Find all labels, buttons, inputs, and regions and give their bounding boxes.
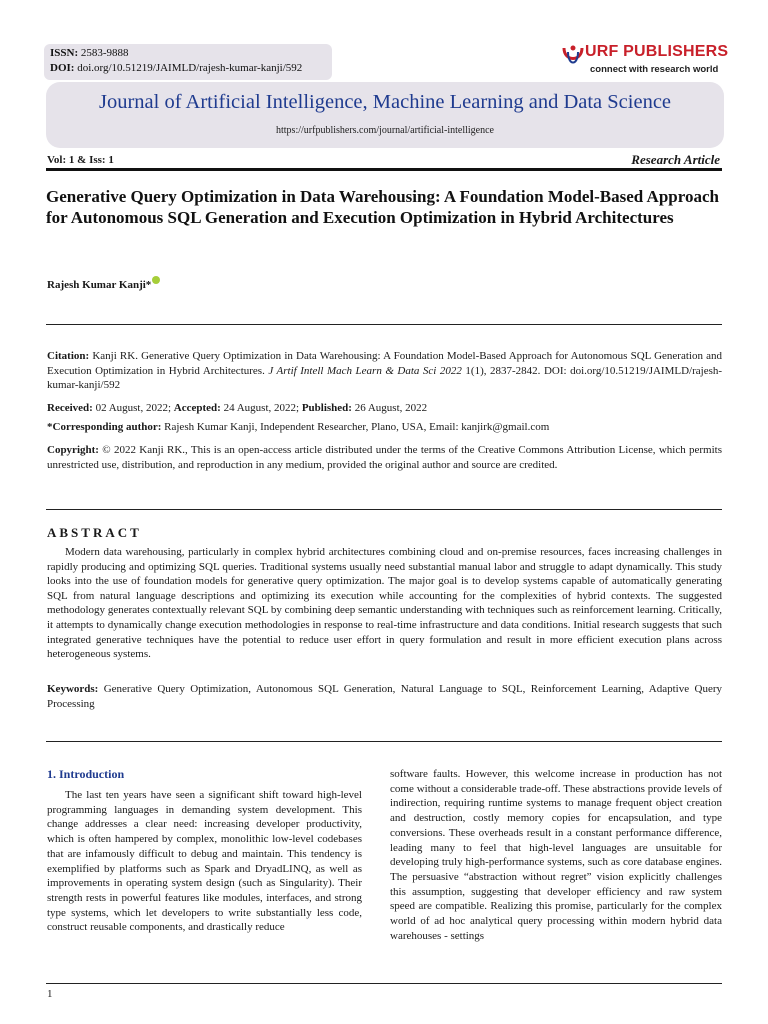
received-label: Received: [47, 402, 93, 414]
copyright-label: Copyright: [47, 444, 99, 456]
volume-issue: Vol: 1 & Iss: 1 [47, 154, 114, 166]
footer-rule [46, 983, 722, 984]
copyright [47, 443, 722, 472]
citation [47, 349, 722, 393]
published-label: Published: [301, 402, 352, 414]
accepted-label: Accepted: [173, 402, 221, 414]
corresponding-value: Rajesh Kumar Kanji, Independent Researcher, Plano, USA, Email: kanjirk@gmail.com [164, 421, 550, 433]
received-value: 02 August, 2022; [95, 402, 172, 414]
published-value: 26 August, 2022 [354, 402, 428, 414]
citation-text: Kanji RK. Generative Query Optimization in Data Warehousing: A Foundation Model-Based Approach for Autonomous SQL Generation and Execution Optimization in Hybrid Architectures. [47, 350, 723, 377]
journal-url[interactable]: https://urfpublishers.com/journal/artificial-intelligence [276, 125, 494, 136]
page-number: 1 [47, 988, 53, 1000]
issn-label: ISSN: [50, 47, 79, 59]
keywords-label: Keywords: [47, 683, 99, 695]
doi-line [50, 62, 302, 74]
divider [46, 509, 722, 510]
body-left-column: The last ten years have seen a significant shift toward high-level programming languages in demanding system development. This change addresses a clear need: increasing developer productivity, which is often hampered by complex, monolithic low-level codebases that are infamously difficult to debug and maintain. This tendency is exemplified by platforms such as Spark and DryadLINQ, as well as improvements in operating system design (such as Singularity). Their strength rests in powerful features like modules, interfaces, and strong type systems, which let developers to write substantially less code, construct reusable components, and drastically reduce [47, 789, 362, 934]
corresponding-author [47, 420, 722, 435]
urf-publishers-logo-icon [560, 42, 586, 76]
issn-line [50, 47, 129, 59]
dates [47, 401, 722, 416]
doi-value[interactable]: doi.org/10.51219/JAIMLD/rajesh-kumar-kanji/592 [77, 62, 303, 74]
corresponding-label: *Corresponding author: [47, 421, 162, 433]
accepted-value: 24 August, 2022; [223, 402, 300, 414]
author-name: Rajesh Kumar Kanji* [47, 279, 152, 291]
orcid-icon[interactable] [152, 276, 160, 284]
article-title: Generative Query Optimization in Data Warehousing: A Foundation Model-Based Approach for Autonomous SQL Generation and Execution Optimization in Hybrid Architectures [46, 187, 719, 227]
article-type: Research Article [631, 152, 720, 167]
doi-label: DOI: [50, 62, 75, 74]
divider [46, 741, 722, 742]
journal-title: Journal of Artificial Intelligence, Machine Learning and Data Science [98, 91, 672, 113]
author-line [47, 276, 160, 291]
keywords [47, 682, 722, 711]
issn-value: 2583-9888 [80, 47, 129, 59]
header-rule [46, 168, 722, 171]
section-heading: 1. Introduction [47, 767, 125, 781]
publisher-tagline: connect with research world [590, 64, 719, 75]
citation-tail: 1(1), 2837-2842. DOI: doi.org/10.51219/JAIMLD/rajesh-kumar-kanji/592 [47, 364, 723, 392]
abstract-text: Modern data warehousing, particularly in complex hybrid architectures combining cloud and on-premise resources, faces increasing challenges in rapidly producing and optimizing SQL queries. Traditional systems usually need substantial manual labor and struggle to adapt dynamically. This study looks into the use of foundation models for generative query optimization. The major goal is to develop systems capable of automatically generating SQL from natural language descriptions and optimizing its execution while accounting for the complexities of hybrid contexts. The suggested methodology generates contextually relevant SQL by combining deep semantic understanding with techniques such as reinforcement learning. Critically, it attempts to dynamically change execution methodologies in response to real-time infrastructure and data conditions. Initial research suggests that such integrated generative techniques have the potential to reduce user effort in query formulation and result in more efficient execution plans across heterogeneous systems. [47, 546, 722, 661]
citation-journal: J Artif Intell Mach Learn & Data Sci 2022 [268, 364, 462, 377]
publisher-name: URF PUBLISHERS [585, 43, 729, 60]
citation-label: Citation: [47, 350, 90, 362]
copyright-value: © 2022 Kanji RK., This is an open-access article distributed under the terms of the Creative Commons Attribution License, which permits unrestricted use, distribution, and reproduction in any medium, provided the original author and source are credited. [47, 444, 723, 471]
abstract-heading: ABSTRACT [47, 525, 142, 540]
body-right-column: software faults. However, this welcome increase in production has not come without a considerable trade-off. These abstractions provide levels of indirection, requiring runtime systems to manage frequent object creation and destruction, costly memory copies for encapsulation, and type conversions. These overheads result in a constant performance difference, leading many to feel that high-level languages are unsuitable for developing truly high-performance systems, such as core database engines. The persuasive “abstraction without regret” vision explicitly challenges this assumption, suggesting that developer efficiency and raw system speed are compatible. Realizing this promise, particularly for the complex world of ad hoc analytical query processing within modern hybrid data warehouses - settings [390, 768, 722, 942]
keywords-value: Generative Query Optimization, Autonomous SQL Generation, Natural Language to SQL, Reinforcement Learning, Adaptive Query Processing [47, 683, 722, 710]
divider [46, 324, 722, 325]
